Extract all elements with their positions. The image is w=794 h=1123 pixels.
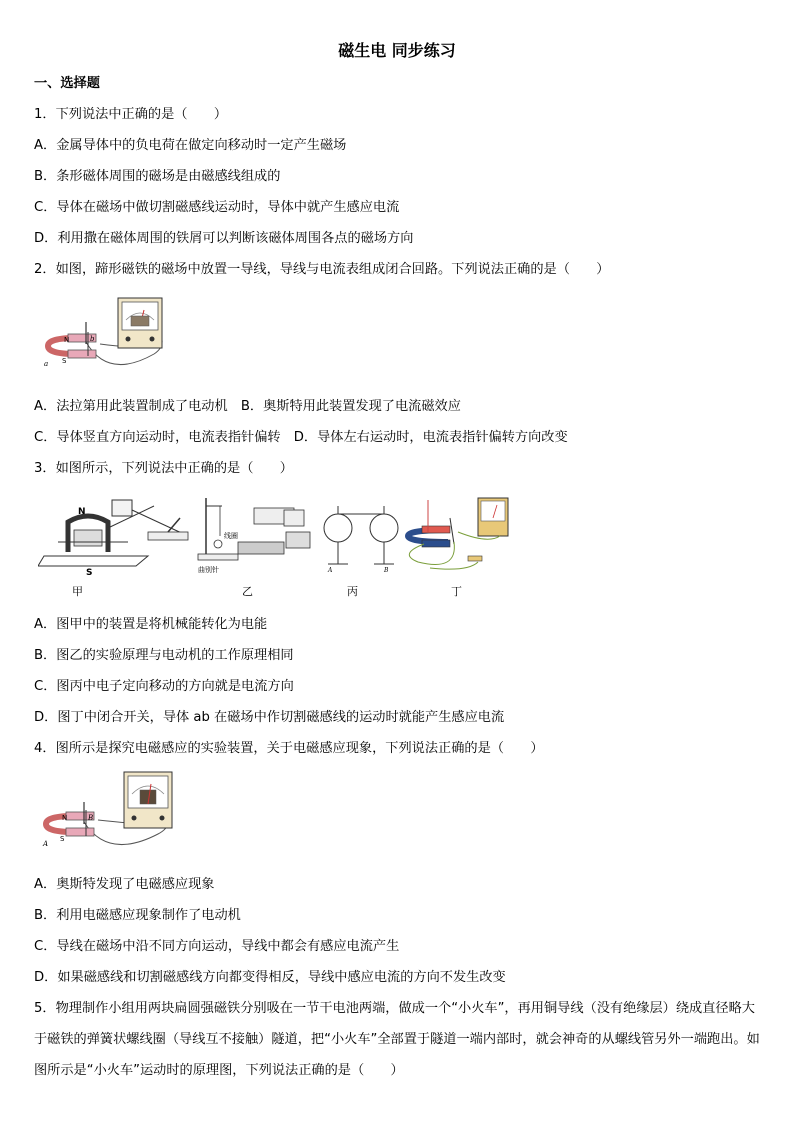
q4-fig-b: B — [88, 814, 94, 822]
q3-fig-coil: 线圈 — [224, 532, 238, 540]
q3-figure-ding — [408, 498, 508, 569]
q4-option-b: B．利用电磁感应现象制作了电动机 — [34, 908, 241, 923]
q3-fig-s: S — [86, 568, 93, 578]
q3-option-a: A．图甲中的装置是将机械能转化为电能 — [34, 617, 268, 632]
q3-caption-ding: 丁 — [451, 585, 462, 598]
q2-option-cd: C．导体竖直方向运动时，电流表指针偏转 D．导体左右运动时，电流表指针偏转方向改变 — [34, 430, 568, 445]
q3-fig-a: A — [328, 567, 333, 574]
q1-option-d: D．利用撒在磁体周围的铁屑可以判断该磁体周围各点的磁场方向 — [34, 231, 414, 246]
q2-fig-b: b — [90, 335, 95, 343]
q4-option-c: C．导线在磁场中沿不同方向运动，导线中都会有感应电流产生 — [34, 939, 400, 954]
q3-stem: 3．如图所示，下列说法中正确的是（ ） — [34, 461, 293, 476]
q2-fig-s: S — [62, 357, 67, 365]
q1-option-a: A．金属导体中的负电荷在做定向移动时一定产生磁场 — [34, 138, 347, 153]
q3-caption-jia: 甲 — [72, 585, 83, 598]
q4-option-d: D．如果磁感线和切割磁感线方向都变得相反，导线中感应电流的方向不发生改变 — [34, 970, 506, 985]
q1-option-c: C．导体在磁场中做切割磁感线运动时，导体中就产生感应电流 — [34, 200, 400, 215]
q3-figure-jia — [38, 500, 188, 578]
q2-option-ab: A．法拉第用此装置制成了电动机 B．奥斯特用此装置发现了电流磁效应 — [34, 399, 461, 414]
q1-stem: 1．下列说法中正确的是（ ） — [34, 107, 228, 122]
page-title: 磁生电 同步练习 — [338, 41, 456, 60]
q1-option-b: B．条形磁体周围的磁场是由磁感线组成的 — [34, 169, 281, 184]
q2-fig-n: N — [64, 336, 70, 344]
q3-fig-b: B — [384, 567, 389, 574]
q4-fig-s: S — [60, 835, 65, 843]
q3-figure — [38, 492, 518, 600]
q2-fig-a: a — [44, 360, 49, 368]
q3-figure-bing — [324, 506, 398, 574]
q3-option-b: B．图乙的实验原理与电动机的工作原理相同 — [34, 648, 294, 663]
q3-fig-n: N — [78, 507, 86, 517]
q4-option-a: A．奥斯特发现了电磁感应现象 — [34, 877, 215, 892]
q3-figure-yi — [198, 498, 310, 574]
q3-caption-yi: 乙 — [242, 585, 253, 598]
q4-fig-a: A — [43, 840, 49, 848]
q3-fig-pin: 曲别针 — [198, 566, 219, 574]
q3-option-c: C．图丙中电子定向移动的方向就是电流方向 — [34, 679, 294, 694]
q4-figure — [38, 768, 188, 862]
q5-stem: 5．物理制作小组用两块扁圆强磁铁分别吸在一节干电池两端，做成一个“小火车”，再用铜导线（没有绝缘层）绕成直径略大于磁铁的弹簧状螺线圈（导线互不接触）隧道，把“小火车”全部置于隧道一端内部时，就会神奇的从螺线管另外一端跑出。如图所示是“小火车”运动时的原理图，下列说法正确的是（ ） — [34, 1001, 760, 1078]
q4-fig-n: N — [62, 814, 68, 822]
section-heading: 一、选择题 — [34, 76, 100, 91]
q4-stem: 4．图所示是探究电磁感应的实验装置，关于电磁感应现象，下列说法正确的是（ ） — [34, 741, 544, 756]
q2-figure — [38, 292, 178, 382]
q3-option-d: D．图丁中闭合开关，导体 ab 在磁场中作切割磁感线的运动时就能产生感应电流 — [34, 710, 505, 725]
q2-stem: 2．如图，蹄形磁铁的磁场中放置一导线，导线与电流表组成闭合回路。下列说法正确的是（ ） — [34, 262, 610, 277]
q3-caption-bing: 丙 — [347, 585, 358, 598]
